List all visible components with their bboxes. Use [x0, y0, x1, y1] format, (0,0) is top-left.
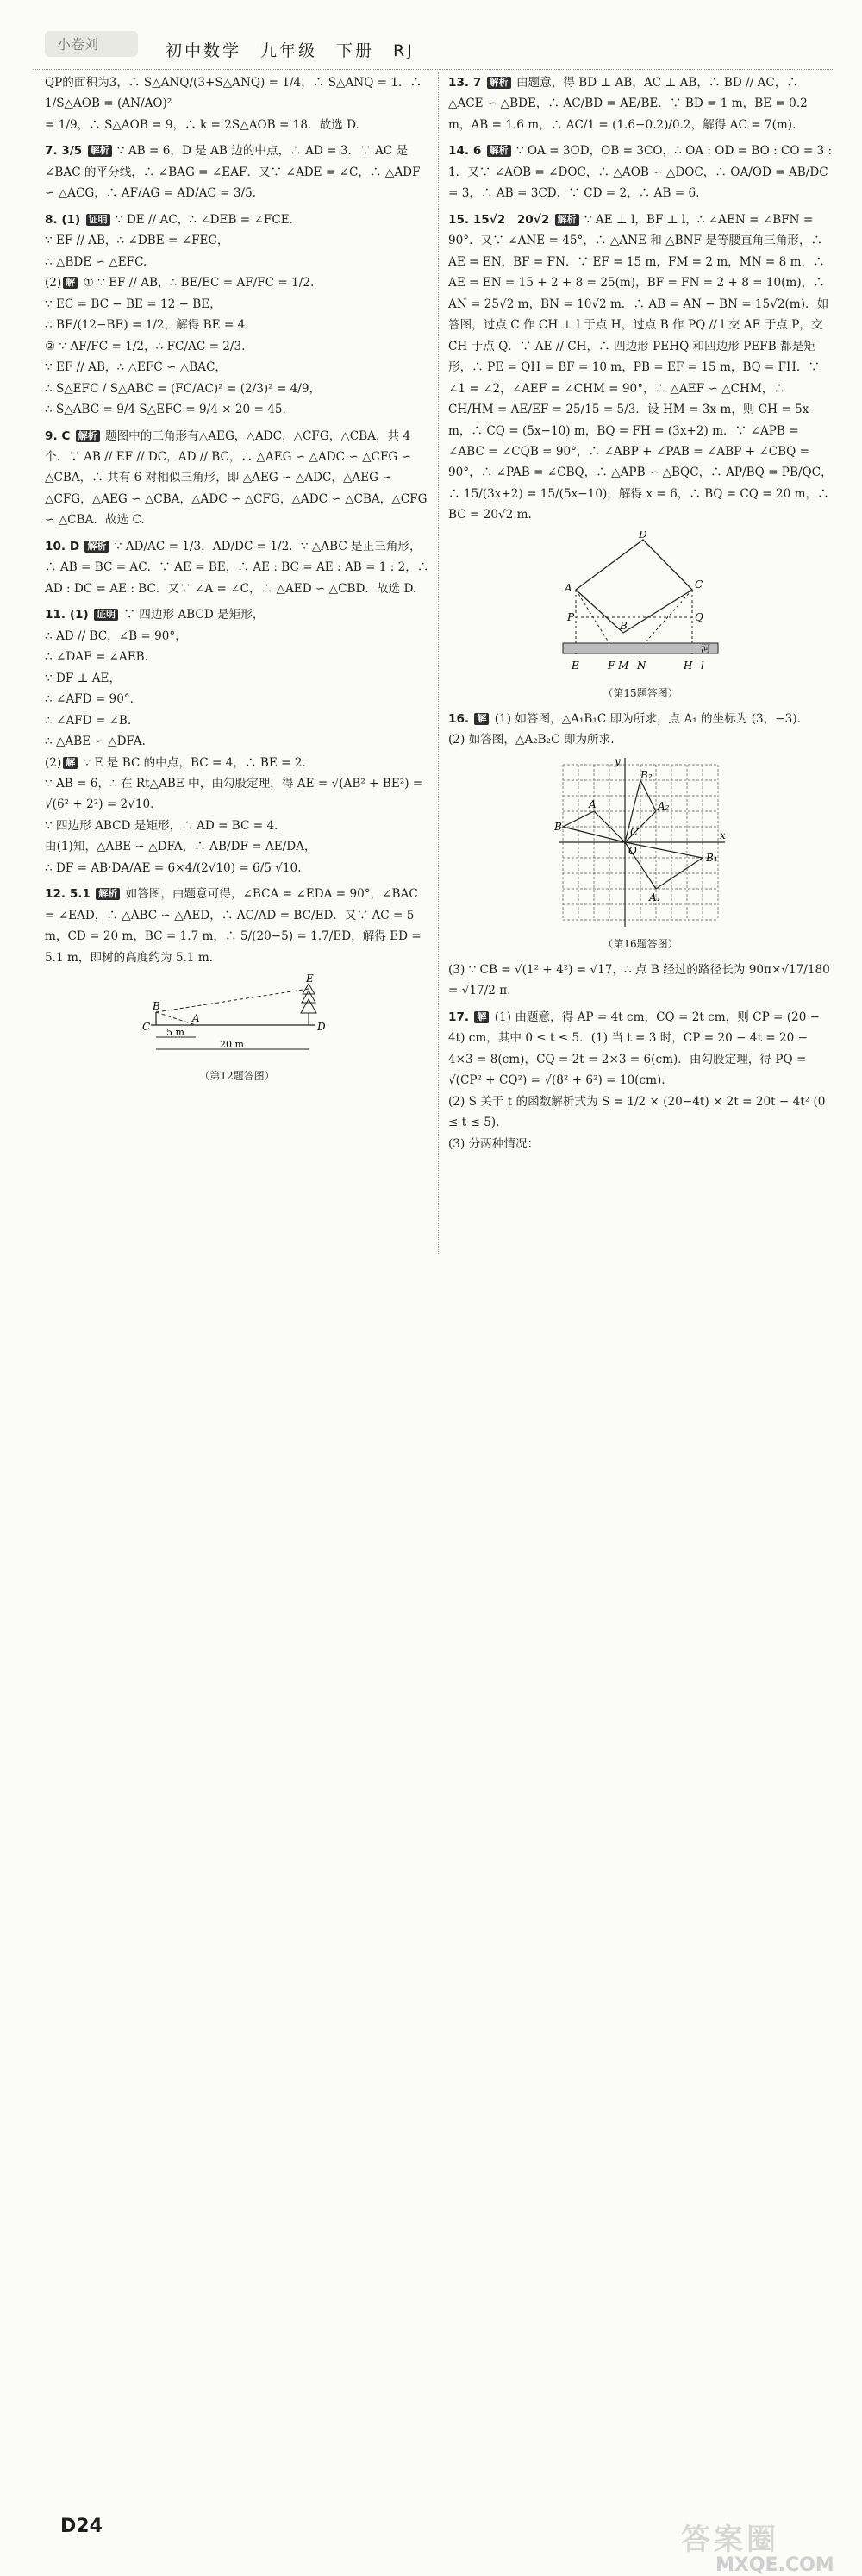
svg-text:A₁: A₁	[649, 891, 661, 903]
column-divider	[438, 72, 439, 1254]
solution-badge: 解	[474, 713, 489, 725]
figure-12-caption: （第12题答图）	[199, 1069, 275, 1082]
svg-text:y: y	[615, 755, 621, 767]
svg-text:P: P	[567, 610, 575, 623]
q11: 11. (1) 证明 ∵ 四边形 ABCD 是矩形， ∴ AD // BC，∠B = 90°， ∴ ∠DAF = ∠AEB. ∵ DF ⊥ AE， ∴ ∠AFD = 90°. ∴ ∠AFD = ∠B. ∴ △ABE ∽ △DFA. (2) 解 ∵ E 是 BC 的中点，BC = 4，∴ BE = 2. ∵ AB = 6，∴ 在 Rt△ABE 中，由勾股定理，得 AE = √(AB² + BE²) = √(6² + 2²) = 2√10. ∵ 四边形 ABCD 是矩形，∴ AD = BC = 4. 由(1)知，△ABE ∽ △DFA，∴ AB/DF = AE/DA， ∴ DF = AB·DA/AE = 6×4/(2√10) = 6/5 √10.	[45, 608, 423, 875]
q16: 16. 解 (1) 如答图，△A₁B₁C 即为所求，点 A₁ 的坐标为 (3，−3). (2) 如答图，△A₂B₂C 即为所求.	[448, 711, 801, 747]
proof-badge: 证明	[94, 609, 118, 621]
header-rule	[33, 69, 834, 70]
svg-text:B₂: B₂	[640, 768, 653, 781]
page-footer	[0, 1248, 862, 2576]
analysis-badge: 解析	[76, 430, 100, 442]
svg-text:B₁: B₁	[706, 851, 718, 864]
q8: 8. (1) 证明 ∵ DE // AC，∴ ∠DEB = ∠FCE. ∵ EF // AB，∴ ∠DBE = ∠FEC， ∴ △BDE ∽ △EFC. (2) 解 ① ∵ EF // AB，∴ BE/EC = AF/FC = 1/2. ∵ EC = BC − BE = 12 − BE， ∴ BE/(12−BE) = 1/2，解得 BE = 4. ② ∵ AF/FC = 1/2，∴ FC/AC = 2/3. ∵ EF // AB，∴ △EFC ∽ △BAC， ∴ S△EFC / S△ABC = (FC/AC)² = (2/3)² = 4/9， ∴ S△ABC = 9/4 S△EFC = 9/4 × 20 = 45.	[45, 212, 322, 417]
q7: 7. 3/5 解析 ∵ AB = 6，D 是 AB 边的中点，∴ AD = 3．∵ AC 是∠BAC 的平分线，∴ ∠BAG = ∠EAF．又∵ ∠ADE = ∠C，∴ △ADF ∽ △ACG，∴ AF/AG = AD/AC = 3/5.	[45, 144, 421, 201]
q13: 13. 7 解析 由题意，得 BD ⊥ AB，AC ⊥ AB，∴ BD // AC，∴ △ACE ∽ △BDE，∴ AC/BD = AE/BE．∵ BD = 1 m，BE = 0.2 m，AB = 1.6 m，∴ AC/1 = (1.6−0.2)/0.2，解得 AC = 7(m).	[448, 76, 808, 132]
q9: 9. C 解析 题图中的三角形有△AEG，△ADC，△CFG，△CBA，共 4 个．∵ AB // EF // DC，AD // BC，∴ △AEG ∽ △ADC ∽ △CFG ∽ △CBA，∴ 共有 6 对相似三角形，即 △AEG ∽ △ADC，△AEG ∽ △CFG，△AEG ∽ △CBA，△ADC ∽ △CFG，△ADC ∽ △CBA，△CFG ∽ △CBA．故选 C.	[45, 428, 428, 528]
svg-text:O: O	[628, 844, 637, 857]
svg-text:l: l	[701, 659, 704, 672]
svg-text:B: B	[153, 1000, 160, 1013]
svg-text:D: D	[639, 530, 647, 541]
svg-text:H: H	[684, 659, 693, 672]
figure-15-caption: （第15题答图）	[603, 687, 678, 700]
figure-16-caption: （第16题答图）	[603, 938, 678, 951]
analysis-badge: 解析	[555, 214, 579, 226]
svg-text:E: E	[306, 973, 314, 985]
svg-text:Q: Q	[695, 610, 703, 623]
tree-shadow-diagram	[134, 973, 340, 1060]
watermark-url: MXQE.COM	[715, 2554, 834, 2576]
solution-badge: 解	[63, 757, 78, 769]
q10: 10. D 解析 ∵ AD/AC = 1/3，AD/DC = 1/2．∵ △ABC 是正三角形，∴ AB = BC = AC．∵ AE = BE，∴ AE : BC = AE : AB = 1 : 2，∴ AD : DC = AE : BC．又∵ ∠A = ∠C，∴ △AED ∽ △CBD．故选 D.	[45, 539, 429, 596]
svg-text:5 m: 5 m	[166, 1027, 184, 1039]
page-number: D24	[60, 2516, 103, 2537]
svg-text:D: D	[317, 1021, 326, 1034]
svg-text:A: A	[192, 1012, 200, 1025]
svg-text:A: A	[589, 797, 597, 810]
q14: 14. 6 解析 ∵ OA = 3OD，OB = 3CO，∴ OA : OD = BO : CO = 3 : 1．又∵ ∠AOB = ∠DOC，∴ △AOB ∽ △DOC，∴ OA/OD = AB/DC = 3，∴ AB = 3CD．∵ CD = 2，∴ AB = 6.	[448, 144, 833, 201]
proof-badge: 证明	[86, 214, 110, 226]
figure-15	[448, 531, 833, 703]
q16-part3: (3) ∵ CB = √(1² + 4²) = √17，∴ 点 B 经过的路径长为 90π×√17/180 = √17/2 π.	[448, 962, 830, 998]
watermark: 答案圈	[681, 2523, 779, 2557]
svg-text:A₂: A₂	[658, 799, 670, 812]
q6-continued: QP的面积为3，∴ S△ANQ/(3+S△ANQ) = 1/4，∴ S△ANQ = 1．∴ 1/S△AOB = (AN/AO)² = 1/9，∴ S△AOB = 9，∴ k = 2S△AOB = 18．故选 D.	[45, 76, 422, 132]
page-header	[0, 0, 862, 69]
svg-text:C: C	[630, 825, 639, 838]
svg-text:C: C	[142, 1021, 151, 1034]
left-column	[45, 72, 429, 1091]
svg-text:C: C	[695, 578, 703, 591]
svg-text:A: A	[565, 581, 572, 594]
svg-text:E: E	[572, 659, 579, 672]
book-info: 初中数学 九年级 下册 RJ	[166, 41, 415, 60]
right-column	[448, 72, 833, 1160]
svg-text:F M: F M	[608, 659, 629, 672]
analysis-badge: 解析	[96, 888, 120, 900]
analysis-badge: 解析	[88, 145, 112, 157]
svg-text:N: N	[637, 659, 646, 672]
svg-text:河: 河	[701, 642, 710, 654]
analysis-badge: 解析	[487, 77, 511, 89]
river-square-diagram	[554, 531, 727, 678]
brand-logo	[45, 29, 140, 59]
svg-text:20 m: 20 m	[220, 1039, 244, 1051]
figure-12	[45, 973, 429, 1085]
coordinate-grid-diagram	[554, 756, 727, 928]
logo-text: 小卷刘	[57, 36, 99, 53]
svg-text:B: B	[620, 619, 628, 632]
analysis-badge: 解析	[487, 145, 511, 157]
solution-badge: 解	[474, 1011, 489, 1023]
q17: 17. 解 (1) 由题意，得 AP = 4t cm，CQ = 2t cm，则 CP = (20 − 4t) cm，其中 0 ≤ t ≤ 5．(1) 当 t = 3 时，CP = 20 − 4t = 20 − 4×3 = 8(cm)，CQ = 2t = 2×3 = 6(cm)．由勾股定理，得 PQ = √(CP² + CQ²) = √(8² + 6²) = 10(cm). (2) S 关于 t 的函数解析式为 S = 1/2 × (20−4t) × 2t = 20t − 4t² (0 ≤ t ≤ 5). (3) 分两种情况：	[448, 1010, 826, 1151]
q15: 15. 15√2 20√2 解析 ∵ AE ⊥ l，BF ⊥ l，∴ ∠AEN = ∠BFN = 90°．又∵ ∠ANE = 45°，∴ △ANE 和 △BNF 是等腰直角三角形，∴ AE = EN，BF = FN．∵ EF = 15 m，FM = 2 m，MN = 8 m，∴ AE = EN = 15 + 2 + 8 = 25(m)，BF = FN = 2 + 8 = 10(m)，∴ AN = 25√2 m，BN = 10√2 m．∴ AB = AN − BN = 15√2(m)．如答图，过点 C 作 CH ⊥ l 于点 H，过点 B 作 PQ // l 交 AE 于点 P，交 CH 于点 Q．∵ AE // CH，∴ 四边形 PEHQ 和四边形 PEFB 都是矩形，∴ PE = QH = BF = 10 m，PB = EF = 15 m，BQ = FH．∵ ∠1 = ∠2，∠AEF = ∠CHM = 90°，∴ △AEF ∽ △CHM，∴ CH/HM = AE/EF = 25/15 = 5/3．设 HM = 3x m，则 CH = 5x m，∴ CQ = (5x−10) m，BQ = FH = (3x+2) m．∵ ∠APB = ∠ABC = ∠CQB = 90°，∴ ∠ABP + ∠PAB = ∠ABP + ∠CBQ = 90°，∴ ∠PAB = ∠CBQ，∴ △APB ∽ △BQC，∴ AP/BQ = PB/QC，∴ 15/(3x+2) = 15/(5x−10)，解得 x = 6，∴ BQ = CQ = 20 m，∴ BC = 20√2 m.	[448, 212, 833, 522]
svg-text:x: x	[720, 828, 726, 841]
analysis-badge: 解析	[84, 541, 109, 553]
svg-text:B: B	[554, 820, 562, 833]
solution-badge: 解	[63, 277, 78, 289]
figure-16	[448, 756, 833, 954]
q12: 12. 5.1 解析 如答图，由题意可得，∠BCA = ∠EDA = 90°，∠BAC = ∠EAD，∴ △ABC ∽ △AED，∴ AC/AD = BC/ED．又∵ AC = 5 m，CD = 20 m，BC = 1.7 m，∴ 5/(20−5) = 1.7/ED，解得 ED = 5.1 m，即树的高度约为 5.1 m.	[45, 887, 422, 965]
